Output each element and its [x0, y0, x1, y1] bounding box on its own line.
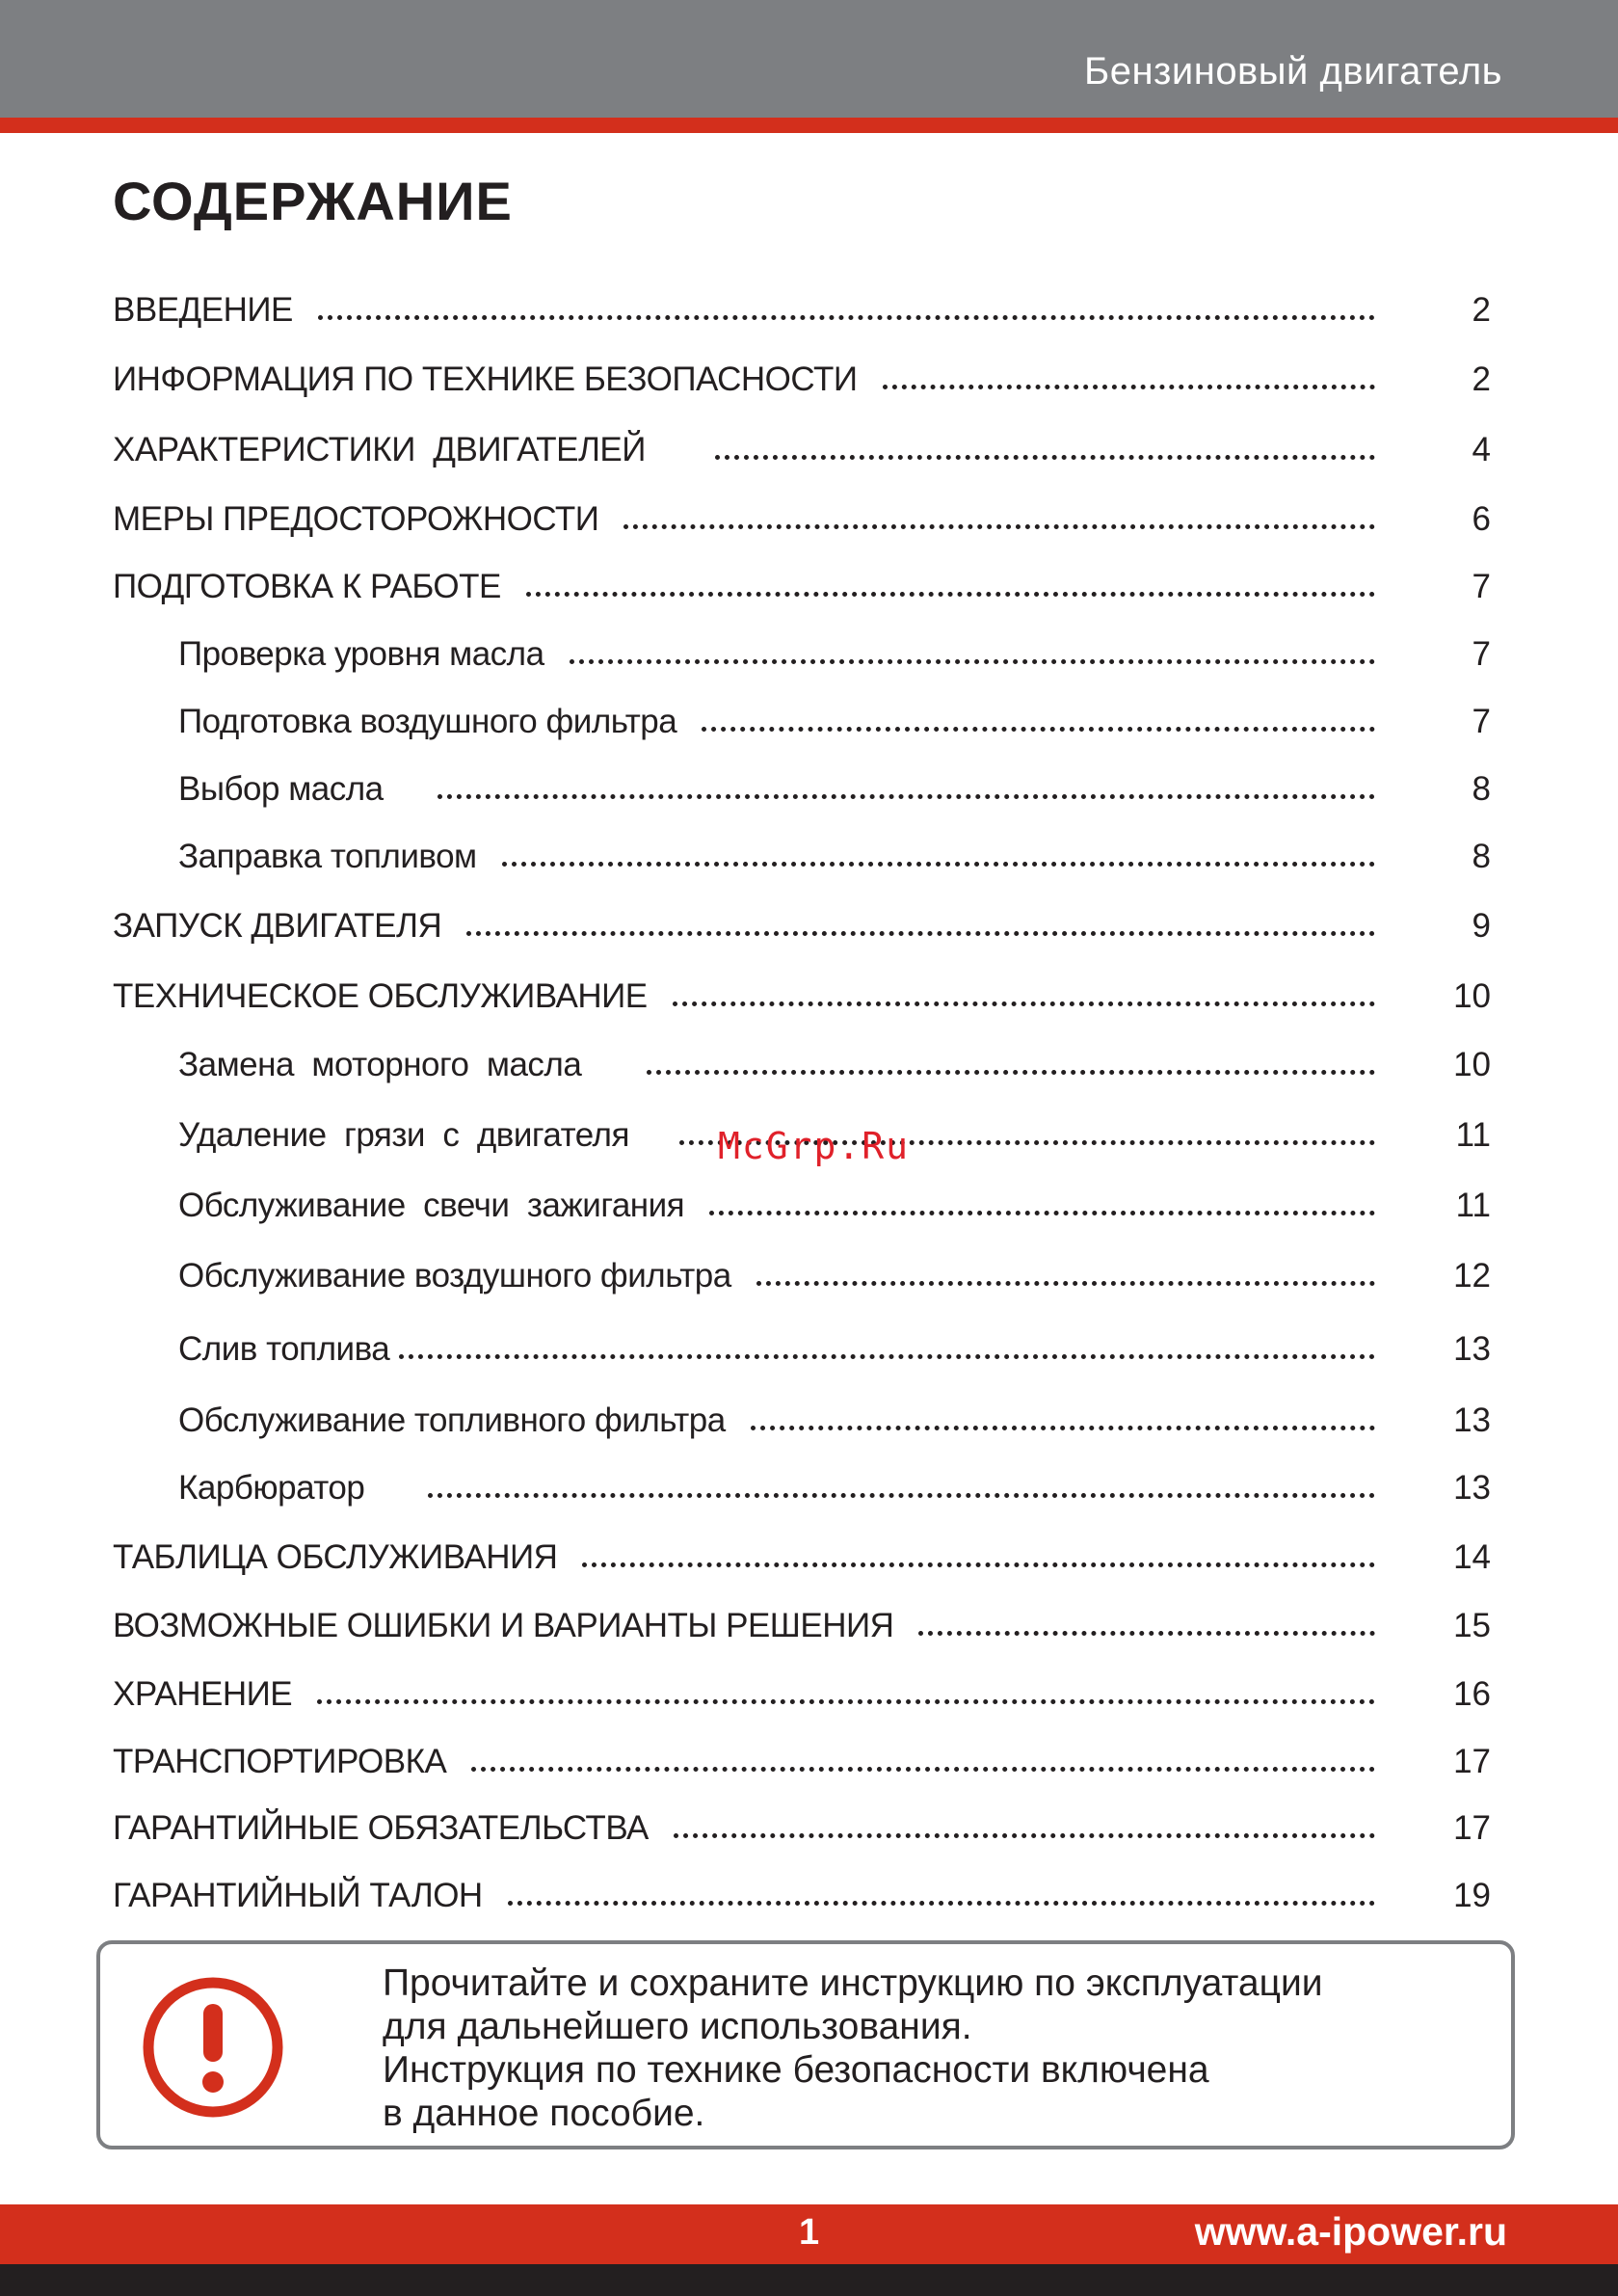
toc-entry-fuel-filter-service[interactable] — [113, 1400, 1491, 1442]
toc-page-number: 11 — [1455, 1116, 1491, 1154]
toc-label: ВВЕДЕНИЕ — [113, 291, 293, 329]
toc-entry-oil-level-check[interactable] — [113, 633, 1491, 676]
toc-entry-preparation[interactable] — [113, 566, 1491, 608]
toc-label: ВОЗМОЖНЫЕ ОШИБКИ И ВАРИАНТЫ РЕШЕНИЯ — [113, 1607, 894, 1644]
toc-entry-oil-selection[interactable] — [113, 768, 1491, 811]
toc-page-number: 17 — [1453, 1743, 1491, 1780]
toc-label: ПОДГОТОВКА К РАБОТЕ — [113, 568, 501, 605]
toc-entry-maintenance-table[interactable] — [113, 1536, 1491, 1579]
toc-entry-air-filter-service[interactable] — [113, 1255, 1491, 1297]
toc-page-number: 2 — [1472, 360, 1491, 398]
toc-label: ХРАНЕНИЕ — [113, 1675, 293, 1713]
toc-page-number: 8 — [1472, 770, 1491, 808]
toc-leader-dots — [647, 1070, 1375, 1075]
toc-label: Обслуживание воздушного фильтра — [178, 1257, 731, 1295]
page-title: СОДЕРЖАНИЕ — [113, 171, 513, 231]
footer-page-number: 1 — [799, 2212, 820, 2253]
toc-leader-dots — [715, 455, 1375, 460]
toc-entry-warranty-obligations[interactable] — [113, 1807, 1491, 1850]
toc-entry-fuel-drain[interactable] — [113, 1328, 1491, 1371]
toc-label: ТРАНСПОРТИРОВКА — [113, 1743, 447, 1780]
toc-label: ИНФОРМАЦИЯ ПО ТЕХНИКЕ БЕЗОПАСНОСТИ — [113, 360, 858, 398]
toc-leader-dots — [317, 1699, 1375, 1704]
toc-entry-safety-info[interactable] — [113, 359, 1491, 401]
toc-leader-dots — [623, 524, 1375, 529]
notice-line: в данное пособие. — [383, 2093, 705, 2134]
header-title: Бензиновый двигатель — [1083, 50, 1502, 93]
toc-leader-dots — [471, 1767, 1375, 1772]
footer-dark-strip — [0, 2264, 1618, 2296]
toc-page-number: 10 — [1453, 977, 1491, 1015]
toc-leader-dots — [702, 727, 1375, 732]
toc-label: ХАРАКТЕРИСТИКИ ДВИГАТЕЛЕЙ — [113, 431, 646, 468]
toc-page-number: 19 — [1453, 1877, 1491, 1914]
toc-leader-dots — [318, 315, 1375, 320]
toc-entry-precautions[interactable] — [113, 498, 1491, 541]
toc-leader-dots — [673, 1001, 1375, 1006]
toc-label: Обслуживание топливного фильтра — [178, 1402, 726, 1439]
toc-page-number: 10 — [1453, 1046, 1491, 1083]
footer-website-link[interactable]: www.a-ipower.ru — [1194, 2209, 1507, 2254]
toc-label: ТЕХНИЧЕСКОЕ ОБСЛУЖИВАНИЕ — [113, 977, 648, 1015]
toc-entry-introduction[interactable] — [113, 289, 1491, 332]
toc-leader-dots — [709, 1211, 1375, 1215]
notice-line: для дальнейшего использования. — [383, 2006, 972, 2047]
toc-page-number: 4 — [1472, 431, 1491, 468]
toc-entry-spark-plug-service[interactable] — [113, 1185, 1491, 1227]
toc-entry-troubleshooting[interactable] — [113, 1605, 1491, 1647]
toc-label: ГАРАНТИЙНЫЕ ОБЯЗАТЕЛЬСТВА — [113, 1809, 649, 1847]
toc-page-number: 8 — [1472, 838, 1491, 875]
toc-label: ЗАПУСК ДВИГАТЕЛЯ — [113, 907, 442, 945]
header-stripe — [0, 118, 1618, 133]
toc-label: МЕРЫ ПРЕДОСТОРОЖНОСТИ — [113, 500, 599, 538]
toc-label: Слив топлива — [178, 1330, 390, 1368]
toc-leader-dots — [438, 794, 1375, 799]
toc-leader-dots — [466, 931, 1375, 936]
toc-page-number: 15 — [1453, 1607, 1491, 1644]
toc-page-number: 6 — [1472, 500, 1491, 538]
toc-leader-dots — [918, 1631, 1375, 1636]
toc-leader-dots — [570, 659, 1375, 664]
toc-leader-dots — [582, 1562, 1375, 1567]
toc-page-number: 2 — [1472, 291, 1491, 329]
toc-label: Карбюратор — [178, 1469, 365, 1507]
toc-page-number: 7 — [1472, 703, 1491, 740]
toc-page-number: 16 — [1453, 1675, 1491, 1713]
toc-label: ГАРАНТИЙНЫЙ ТАЛОН — [113, 1877, 483, 1914]
toc-leader-dots — [674, 1833, 1375, 1838]
toc-label: Замена моторного масла — [178, 1046, 582, 1083]
toc-leader-dots — [756, 1281, 1375, 1286]
toc-leader-dots — [883, 385, 1376, 389]
notice-line: Прочитайте и сохраните инструкцию по эксплуатации — [383, 1962, 1323, 2004]
watermark: McGrp.Ru — [718, 1125, 911, 1167]
toc-page-number: 11 — [1455, 1187, 1491, 1224]
notice-text — [383, 1962, 1481, 2135]
toc-entry-air-filter-prep[interactable] — [113, 701, 1491, 743]
toc-page-number: 13 — [1453, 1469, 1491, 1507]
toc-leader-dots — [502, 862, 1375, 867]
toc-entry-engine-start[interactable] — [113, 905, 1491, 948]
toc-entry-engine-specs[interactable] — [113, 429, 1491, 471]
toc-entry-warranty-coupon[interactable] — [113, 1875, 1491, 1917]
exclamation-circle-icon — [141, 1975, 285, 2120]
toc-entry-transportation[interactable] — [113, 1741, 1491, 1783]
toc-label: Выбор масла — [178, 770, 384, 808]
toc-label: ТАБЛИЦА ОБСЛУЖИВАНИЯ — [113, 1538, 558, 1576]
toc-entry-carburetor[interactable] — [113, 1467, 1491, 1509]
header-bar — [0, 0, 1618, 118]
toc-leader-dots — [526, 592, 1375, 597]
toc-page-number: 12 — [1453, 1257, 1491, 1295]
toc-page-number: 9 — [1472, 907, 1491, 945]
toc-entry-storage[interactable] — [113, 1673, 1491, 1716]
toc-entry-maintenance[interactable] — [113, 975, 1491, 1018]
toc-leader-dots — [399, 1354, 1375, 1359]
toc-leader-dots — [508, 1901, 1375, 1906]
toc-entry-refueling[interactable] — [113, 836, 1491, 878]
toc-page-number: 17 — [1453, 1809, 1491, 1847]
toc-leader-dots — [751, 1426, 1375, 1430]
toc-leader-dots — [428, 1493, 1375, 1498]
toc-label: Проверка уровня масла — [178, 635, 544, 673]
toc-page-number: 7 — [1472, 635, 1491, 673]
notice-box — [96, 1940, 1515, 2149]
toc-label: Заправка топливом — [178, 838, 477, 875]
toc-entry-oil-change[interactable] — [113, 1044, 1491, 1086]
toc-label: Подготовка воздушного фильтра — [178, 703, 677, 740]
toc-page-number: 7 — [1472, 568, 1491, 605]
toc-page-number: 13 — [1453, 1330, 1491, 1368]
toc-page-number: 13 — [1453, 1402, 1491, 1439]
toc-label: Удаление грязи с двигателя — [178, 1116, 629, 1154]
notice-line: Инструкция по технике безопасности включена — [383, 2049, 1209, 2091]
toc-label: Обслуживание свечи зажигания — [178, 1187, 685, 1224]
toc-page-number: 14 — [1453, 1538, 1491, 1576]
